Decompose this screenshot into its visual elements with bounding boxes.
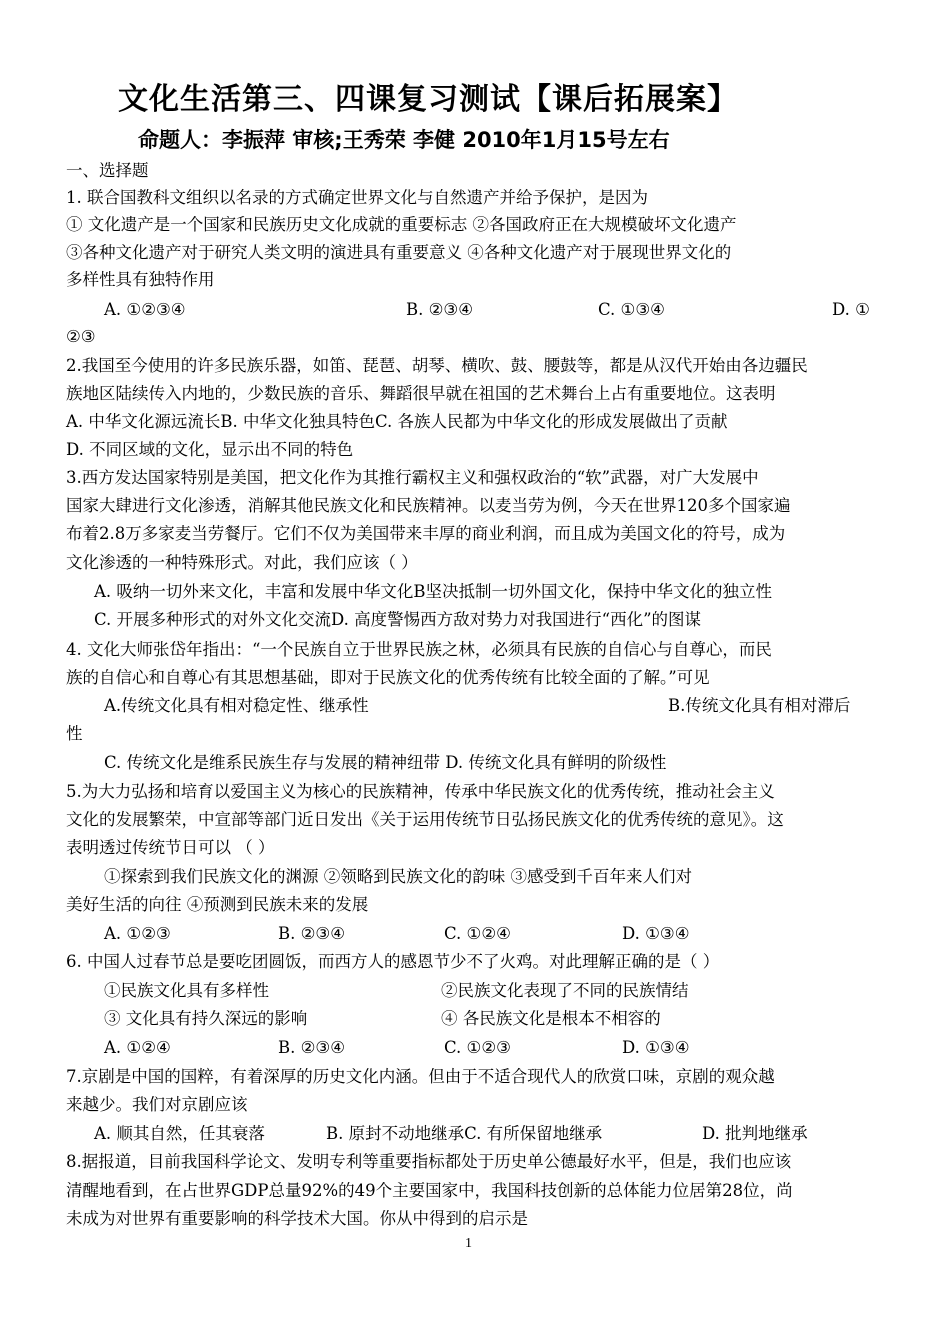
q1-line4: 多样性具有独特作用 bbox=[66, 270, 215, 289]
q5-items-line2: 美好生活的向往 ④预测到民族未来的发展 bbox=[66, 895, 369, 914]
q3-line2: 国家大肆进行文化渗透，消解其他民族文化和民族精神。以麦当劳为例，今天在世界120多个国家遍 bbox=[66, 496, 791, 515]
q4-line2: 族的自信心和自尊心有其思想基础，即对于民族文化的优秀传统有比较全面的了解。”可见 bbox=[66, 668, 710, 687]
q3-line3: 布着2.8万多家麦当劳餐厅。它们不仅为美国带来丰厚的商业利润，而且成为美国文化的符号，成为 bbox=[66, 524, 786, 543]
section-heading: 一、选择题 bbox=[66, 161, 149, 180]
q5-option-c: C. ①②④ bbox=[444, 924, 511, 943]
q5-option-d: D. ①③④ bbox=[622, 924, 690, 943]
q1-option-c: C. ①③④ bbox=[598, 300, 665, 319]
q2-line3: A. 中华文化源远流长B. 中华文化独具特色C. 各族人民都为中华文化的形成发展做出了贡献 bbox=[66, 412, 728, 431]
q1-option-a: A. ①②③④ bbox=[104, 300, 186, 319]
q5-line3: 表明透过传统节日可以 （ ） bbox=[66, 838, 275, 857]
q8-line1: 8.据报道，目前我国科学论文、发明专利等重要指标都处于历史单公德最好水平，但是，我们也应该 bbox=[66, 1152, 792, 1171]
q8-line3: 未成为对世界有重要影响的科学技术大国。你从中得到的启示是 bbox=[66, 1209, 528, 1228]
q1-option-b: B. ②③④ bbox=[406, 300, 473, 319]
q5-items-line1: ①探索到我们民族文化的渊源 ②领略到民族文化的韵味 ③感受到千百年来人们对 bbox=[104, 867, 692, 886]
q2-line4: D. 不同区域的文化，显示出不同的特色 bbox=[66, 440, 354, 459]
q1-stem: 1. 联合国教科文组织以名录的方式确定世界文化与自然遗产并给予保护，是因为 bbox=[66, 188, 648, 207]
q7-option-d: D. 批判地继承 bbox=[702, 1124, 808, 1143]
q6-item-3: ③ 文化具有持久深远的影响 bbox=[104, 1009, 308, 1028]
q5-line2: 文化的发展繁荣，中宣部等部门近日发出《关于运用传统节日弘扬民族文化的优秀传统的意见》。这 bbox=[66, 810, 784, 829]
q4-option-b: B.传统文化具有相对滞后 bbox=[668, 696, 851, 715]
q7-option-a: A. 顺其自然，任其衰落 bbox=[94, 1124, 265, 1143]
q3-line4: 文化渗透的一种特殊形式。对此，我们应该（ ） bbox=[66, 553, 418, 572]
q7-line1: 7.京剧是中国的国粹，有着深厚的历史文化内涵。但由于不适合现代人的欣赏口味，京剧的观众越 bbox=[66, 1067, 775, 1086]
q1-line3: ③各种文化遗产对于研究人类文明的演进具有重要意义 ④各种文化遗产对于展现世界文化的 bbox=[66, 243, 732, 262]
q2-line2: 族地区陆续传入内地的，少数民族的音乐、舞蹈很早就在祖国的艺术舞台上占有重要地位。这表明 bbox=[66, 384, 776, 403]
q4-option-b-cont: 性 bbox=[66, 724, 83, 743]
q6-option-a: A. ①②④ bbox=[104, 1038, 171, 1057]
q4-options-cd: C. 传统文化是维系民族生存与发展的精神纽带 D. 传统文化具有鲜明的阶级性 bbox=[104, 753, 667, 772]
q3-options-ab: A. 吸纳一切外来文化，丰富和发展中华文化B坚决抵制一切外国文化，保持中华文化的独立性 bbox=[94, 582, 773, 601]
q4-line1: 4. 文化大师张岱年指出：“一个民族自立于世界民族之林，必须具有民族的自信心与自尊心，而民 bbox=[66, 640, 772, 659]
q1-option-d-cont: ②③ bbox=[66, 327, 96, 346]
page-subtitle: 命题人：李振萍 审核;王秀荣 李健 2010年1月15号左右 bbox=[138, 128, 670, 152]
q6-item-2: ②民族文化表现了不同的民族情结 bbox=[441, 981, 689, 1000]
q4-option-a: A.传统文化具有相对稳定性、继承性 bbox=[104, 696, 369, 715]
q3-line1: 3.西方发达国家特别是美国，把文化作为其推行霸权主义和强权政治的“软”武器，对广大发展中 bbox=[66, 468, 759, 487]
q7-options-bc: B. 原封不动地继承C. 有所保留地继承 bbox=[326, 1124, 603, 1143]
q1-line2: ① 文化遗产是一个国家和民族历史文化成就的重要标志 ②各国政府正在大规模破坏文化遗产 bbox=[66, 215, 737, 234]
q8-line2: 清醒地看到，在占世界GDP总量92%的49个主要国家中，我国科技创新的总体能力位居第28位，尚 bbox=[66, 1181, 793, 1200]
q6-option-b: B. ②③④ bbox=[278, 1038, 345, 1057]
q7-line2: 来越少。我们对京剧应该 bbox=[66, 1095, 248, 1114]
q5-line1: 5.为大力弘扬和培育以爱国主义为核心的民族精神，传承中华民族文化的优秀传统，推动社会主义 bbox=[66, 782, 775, 801]
q1-option-d: D. ① bbox=[832, 300, 870, 319]
q3-options-cd: C. 开展多种形式的对外文化交流D. 高度警惕西方敌对势力对我国进行“西化”的图谋 bbox=[94, 610, 702, 629]
q6-stem: 6. 中国人过春节总是要吃团圆饭，而西方人的感恩节少不了火鸡。对此理解正确的是（ ） bbox=[66, 952, 720, 971]
q6-item-4: ④ 各民族文化是根本不相容的 bbox=[441, 1009, 661, 1028]
q5-option-a: A. ①②③ bbox=[104, 924, 171, 943]
q6-option-d: D. ①③④ bbox=[622, 1038, 690, 1057]
page-number: 1 bbox=[465, 1236, 472, 1251]
q6-item-1: ①民族文化具有多样性 bbox=[104, 981, 269, 1000]
q2-line1: 2.我国至今使用的许多民族乐器，如笛、琵琶、胡琴、横吹、鼓、腰鼓等，都是从汉代开始由各边疆民 bbox=[66, 356, 808, 375]
q5-option-b: B. ②③④ bbox=[278, 924, 345, 943]
page-title: 文化生活第三、四课复习测试【课后拓展案】 bbox=[118, 82, 738, 117]
q6-option-c: C. ①②③ bbox=[444, 1038, 511, 1057]
